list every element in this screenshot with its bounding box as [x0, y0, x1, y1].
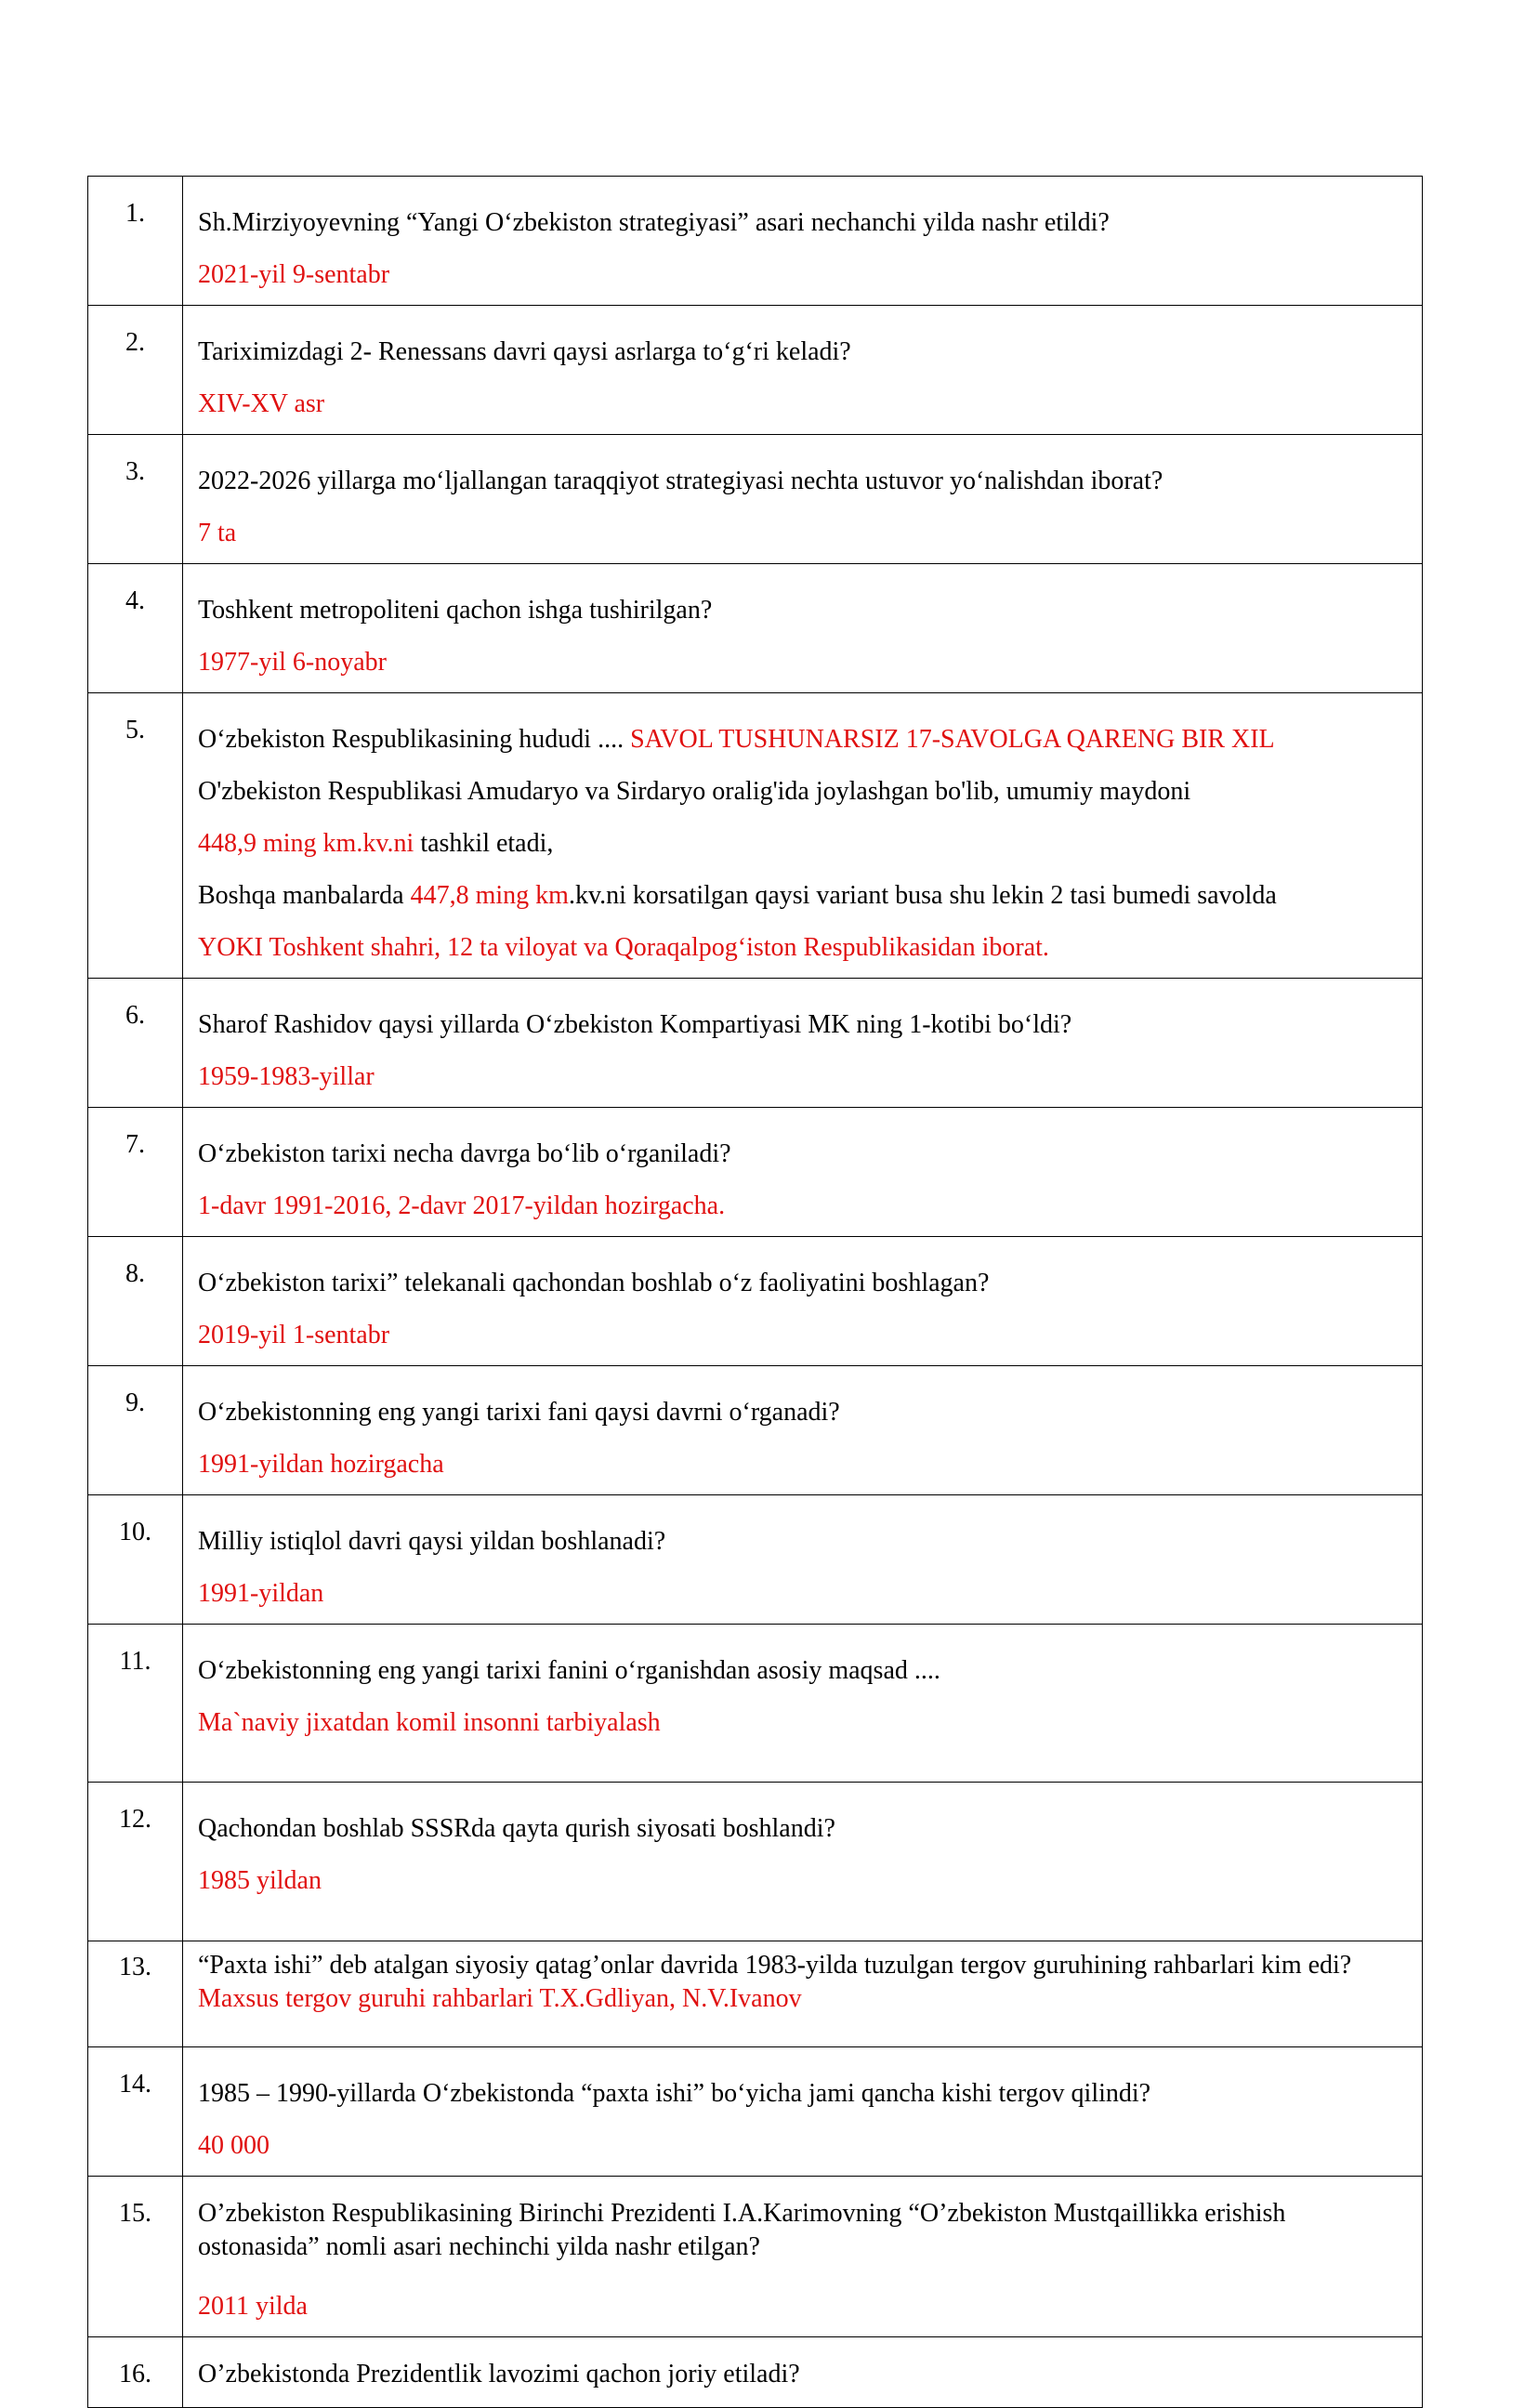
question-text: Milliy istiqlol davri qaysi yildan boshlanadi?: [198, 1527, 666, 1556]
question-number: 14.: [88, 2047, 183, 2177]
table-row: [88, 435, 1423, 564]
table-row: [88, 2337, 1423, 2408]
question-number: 9.: [88, 1366, 183, 1495]
answer-text: 1985 yildan: [198, 1866, 322, 1895]
question-text: 1985 – 1990-yillarda O‘zbekistonda “paxta ishi” bo‘yicha jami qancha kishi tergov qilindi?: [198, 2079, 1151, 2108]
answer-text: YOKI Toshkent shahri, 12 ta viloyat va Qoraqalpog‘iston Respublikasidan iborat.: [198, 933, 1049, 962]
answer-text: 1991-yildan hozirgacha: [198, 1450, 444, 1479]
answer-text: 1959-1983-yillar: [198, 1062, 375, 1091]
table-row: [88, 564, 1423, 693]
question-number: 10.: [88, 1495, 183, 1625]
question-text: O‘zbekiston tarixi necha davrga bo‘lib o‘rganiladi?: [198, 1139, 731, 1168]
question-text: O‘zbekistonning eng yangi tarixi fani qaysi davrni o‘rganadi?: [198, 1398, 840, 1427]
answer-line: [198, 870, 1413, 922]
question-text: Qachondan boshlab SSSRda qayta qurish siyosati boshlandi?: [198, 1814, 835, 1843]
question-text: O‘zbekistonning eng yangi tarixi fanini o‘rganishdan asosiy maqsad ....: [198, 1656, 940, 1685]
table-row: [88, 306, 1423, 435]
table-row: [88, 1625, 1423, 1783]
question-cell: [183, 1625, 1423, 1783]
table-row: [88, 177, 1423, 306]
question-number: 4.: [88, 564, 183, 693]
answer-text: 1-davr 1991-2016, 2-davr 2017-yildan hozirgacha.: [198, 1191, 726, 1220]
question-cell: [183, 306, 1423, 435]
answer-text: 2019-yil 1-sentabr: [198, 1321, 390, 1349]
table-row: [88, 1237, 1423, 1366]
answer-text: 2021-yil 9-sentabr: [198, 260, 390, 289]
question-text: O‘zbekiston tarixi” telekanali qachondan boshlab o‘z faoliyatini boshlagan?: [198, 1269, 990, 1297]
question-text: Sharof Rashidov qaysi yillarda O‘zbekiston Kompartiyasi MK ning 1-kotibi bo‘ldi?: [198, 1010, 1072, 1039]
table-row: [88, 979, 1423, 1108]
table-row: [88, 1783, 1423, 1941]
question-number: 16.: [88, 2337, 183, 2408]
table-row: [88, 1495, 1423, 1625]
question-cell: [183, 435, 1423, 564]
answer-line: [198, 818, 1413, 870]
question-number: 3.: [88, 435, 183, 564]
answer-text: 7 ta: [198, 519, 237, 547]
answer-fragment: .kv.ni korsatilgan qaysi variant busa shu lekin 2 tasi bumedi savolda: [568, 881, 1277, 910]
answer-text: Ma`naviy jixatdan komil insonni tarbiyalash: [198, 1708, 661, 1737]
answer-text: 40 000: [198, 2131, 269, 2160]
question-number: 6.: [88, 979, 183, 1108]
table-row: [88, 1941, 1423, 2047]
question-number: 13.: [88, 1941, 183, 2047]
question-number: 11.: [88, 1625, 183, 1783]
question-cell: [183, 1108, 1423, 1237]
highlighted-value: 447,8 ming km: [410, 881, 569, 910]
question-number: 1.: [88, 177, 183, 306]
question-text: O’zbekistonda Prezidentlik lavozimi qachon joriy etiladi?: [198, 2360, 800, 2388]
table-row: [88, 693, 1423, 979]
question-text: O’zbekiston Respublikasining Birinchi Prezidenti I.A.Karimovning “O’zbekiston Mustqaillikka erishish ostonasida” nomli asari nechinchi yilda nashr etilgan?: [198, 2199, 1286, 2261]
question-text: “Paxta ishi” deb atalgan siyosiy qatag’onlar davrida 1983-yilda tuzulgan tergov guruhining rahbarlari kim edi?: [198, 1951, 1352, 1980]
answer-fragment: tashkil etadi,: [414, 829, 554, 858]
question-cell: [183, 1941, 1423, 2047]
question-number: 5.: [88, 693, 183, 979]
question-number: 12.: [88, 1783, 183, 1941]
table-row: [88, 1108, 1423, 1237]
question-cell: [183, 177, 1423, 306]
question-cell: [183, 2177, 1423, 2337]
question-text: O‘zbekiston Respublikasining hududi ....: [198, 725, 624, 754]
answer-text: 2011 yilda: [198, 2292, 308, 2321]
table-row: [88, 2177, 1423, 2337]
highlighted-value: 448,9 ming km.kv.ni: [198, 829, 414, 858]
question-cell: [183, 1495, 1423, 1625]
answer-text: XIV-XV asr: [198, 389, 325, 418]
table-row: [88, 1366, 1423, 1495]
answer-line: O'zbekiston Respublikasi Amudaryo va Sirdaryo oralig'ida joylashgan bo'lib, umumiy maydoni: [198, 777, 1191, 806]
question-text: 2022-2026 yillarga mo‘ljallangan taraqqiyot strategiyasi nechta ustuvor yo‘nalishdan iborat?: [198, 467, 1163, 495]
answer-text: 1991-yildan: [198, 1579, 324, 1608]
question-number: 8.: [88, 1237, 183, 1366]
question-cell: [183, 564, 1423, 693]
reviewer-note: SAVOL TUSHUNARSIZ 17-SAVOLGA QARENG BIR XIL: [630, 725, 1275, 754]
question-text: Toshkent metropoliteni qachon ishga tushirilgan?: [198, 596, 713, 625]
answer-fragment: Boshqa manbalarda: [198, 881, 411, 910]
table-row: [88, 2047, 1423, 2177]
question-number: 7.: [88, 1108, 183, 1237]
question-cell: [183, 693, 1423, 979]
question-text: Tariximizdagi 2- Renessans davri qaysi asrlarga to‘g‘ri keladi?: [198, 337, 851, 366]
answer-text: Maxsus tergov guruhi rahbarlari T.X.Gdliyan, N.V.Ivanov: [198, 1984, 802, 2013]
question-cell: [183, 1237, 1423, 1366]
question-number: 15.: [88, 2177, 183, 2337]
question-number: 2.: [88, 306, 183, 435]
question-text: Sh.Mirziyoyevning “Yangi O‘zbekiston strategiyasi” asari nechanchi yilda nashr etildi?: [198, 208, 1110, 237]
question-cell: [183, 2337, 1423, 2408]
question-line: [198, 714, 1413, 766]
question-cell: [183, 1783, 1423, 1941]
question-cell: [183, 2047, 1423, 2177]
questions-table: [87, 176, 1423, 2408]
question-cell: [183, 1366, 1423, 1495]
question-cell: [183, 979, 1423, 1108]
answer-text: 1977-yil 6-noyabr: [198, 648, 387, 677]
